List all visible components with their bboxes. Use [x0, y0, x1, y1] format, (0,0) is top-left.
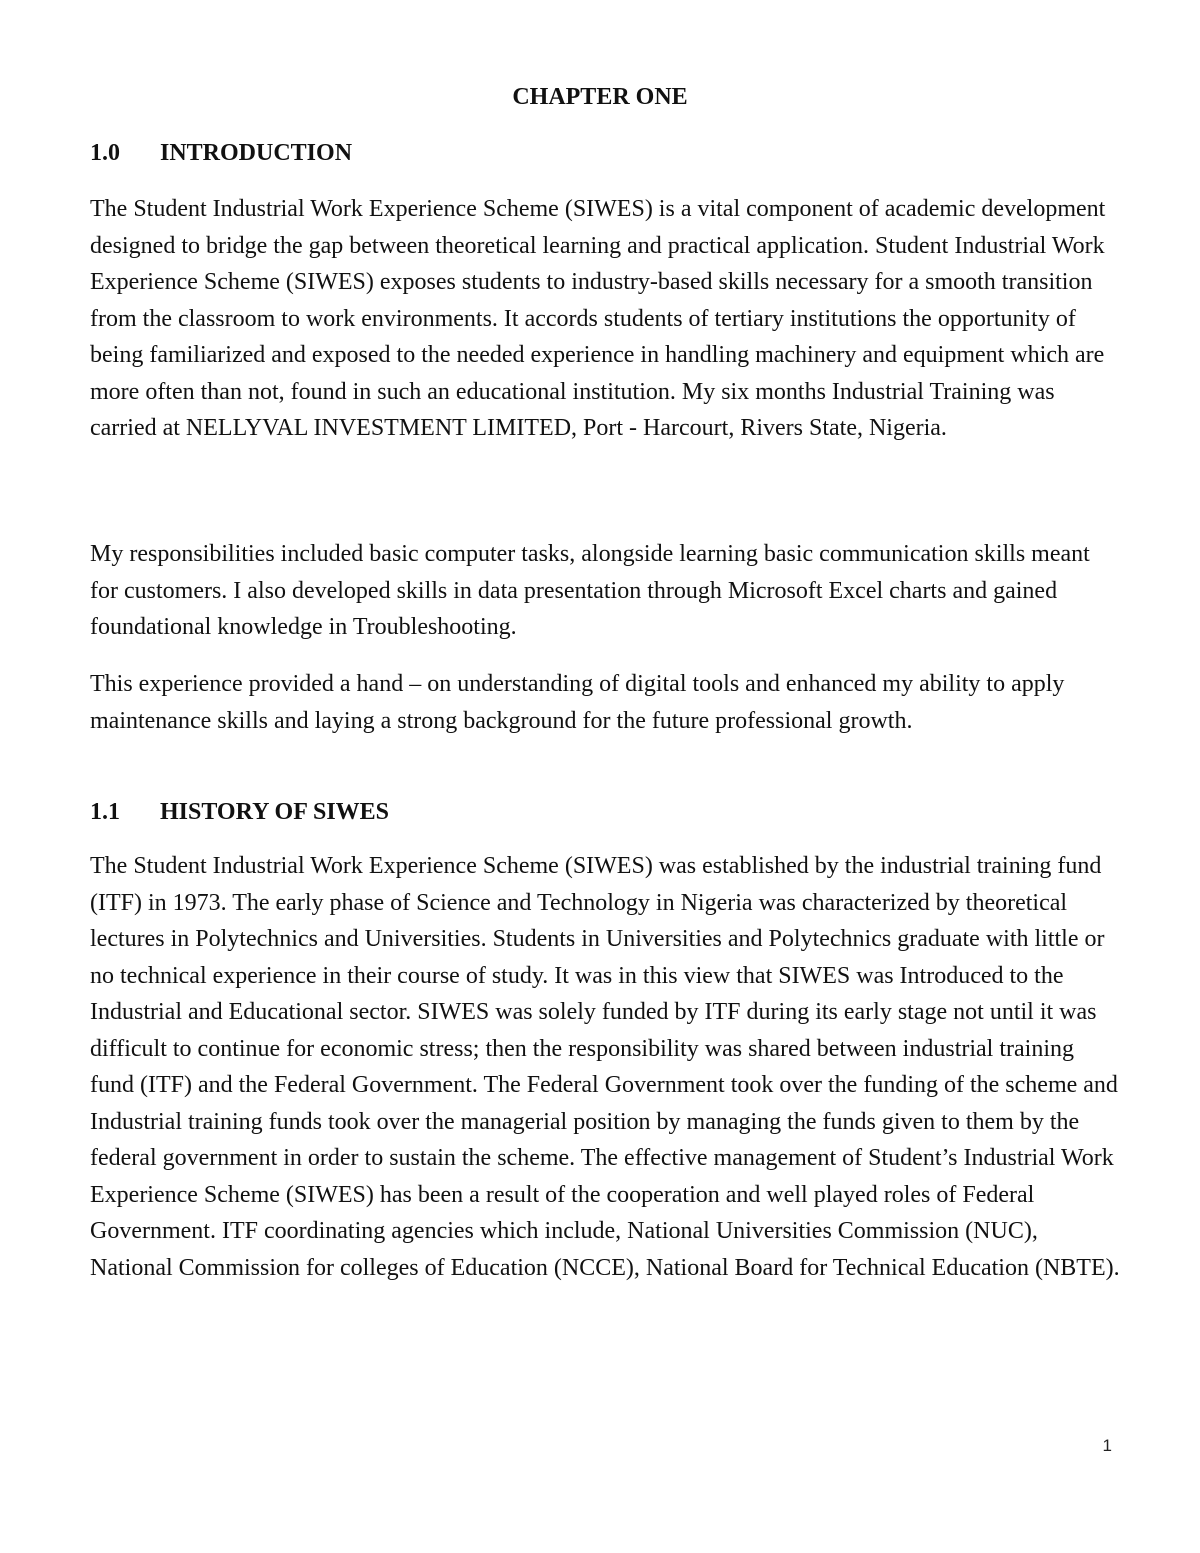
section-number: 1.0 [90, 140, 120, 166]
intro-paragraph-3: This experience provided a hand – on understanding of digital tools and enhanced my ability to apply maintenance skills and laying a strong background for the future professional growth. [90, 671, 1065, 734]
section-number: 1.1 [90, 799, 120, 825]
section-heading-introduction [90, 138, 352, 168]
intro-paragraph-2: My responsibilities included basic computer tasks, alongside learning basic communication skills meant for customers. I also developed skills in data presentation through Microsoft Excel charts and gained foundational knowledge in Troubleshooting. [90, 541, 1090, 640]
section-heading-history [90, 797, 389, 827]
page-number: 1 [1102, 1436, 1112, 1455]
section-title: INTRODUCTION [160, 140, 353, 166]
section-title: HISTORY OF SIWES [160, 799, 390, 825]
intro-paragraph-1: The Student Industrial Work Experience Scheme (SIWES) is a vital component of academic development designed to bridge the gap between theoretical learning and practical application. Student Industrial Work Experience Scheme (SIWES) exposes students to industry-based skills necessary for a smooth transition from the classroom to work environments. It accords students of tertiary institutions the opportunity of being familiarized and exposed to the needed experience in handling machinery and equipment which are more often than not, found in such an educational institution. My six months Industrial Training was carried at NELLYVAL INVESTMENT LIMITED, Port - Harcourt, Rivers State, Nigeria. [90, 196, 1106, 441]
history-paragraph: The Student Industrial Work Experience Scheme (SIWES) was established by the industrial training fund (ITF) in 1973. The early phase of Science and Technology in Nigeria was characterized by theoretical lectures in Polytechnics and Universities. Students in Universities and Polytechnics graduate with little or no technical experience in their course of study. It was in this view that SIWES was Introduced to the Industrial and Educational sector. SIWES was solely funded by ITF during its early stage not until it was difficult to continue for economic stress; then the responsibility was shared between industrial training fund (ITF) and the Federal Government. The Federal Government took over the funding of the scheme and Industrial training funds took over the managerial position by managing the funds given to them by the federal government in order to sustain the scheme. The effective management of Student’s Industrial Work Experience Scheme (SIWES) has been a result of the cooperation and well played roles of Federal Government. ITF coordinating agencies which include, National Universities Commission (NUC), National Commission for colleges of Education (NCCE), National Board for Technical Education (NBTE). [90, 853, 1120, 1281]
chapter-title: CHAPTER ONE [512, 84, 688, 110]
